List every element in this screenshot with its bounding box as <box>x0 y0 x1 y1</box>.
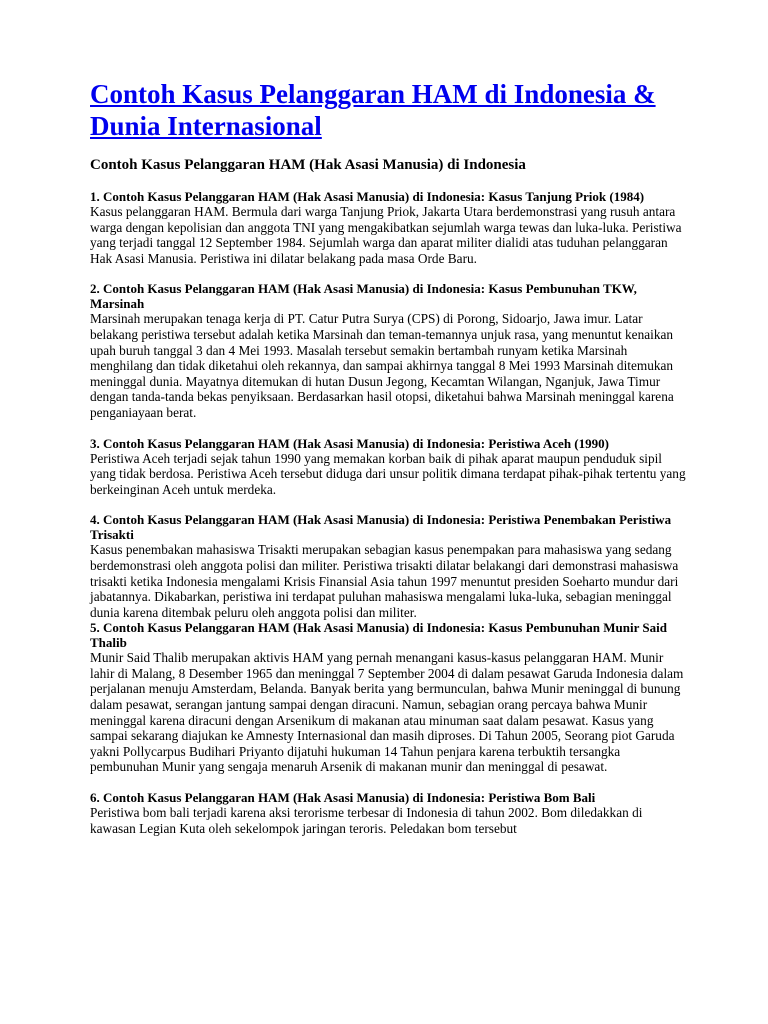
section-heading: 2. Contoh Kasus Pelanggaran HAM (Hak Asasi Manusia) di Indonesia: Kasus Pembunuhan TKW, Marsinah <box>90 281 637 312</box>
page-title-link[interactable]: Contoh Kasus Pelanggaran HAM di Indonesia & Dunia Internasional <box>90 79 656 141</box>
section-body: Peristiwa bom bali terjadi karena aksi terorisme terbesar di Indonesia di tahun 2002. Bom diledakkan di kawasan Legian Kuta oleh sekelompok jaringan teroris. Peledakan bom tersebut <box>90 805 643 836</box>
section-body: Kasus penembakan mahasiswa Trisakti merupakan sebagian kasus penempakan para mahasiswa yang sedang berdemonstrasi oleh anggota polisi dan militer. Peristiwa trisakti dilatar belakangi dari demonstrasi mahasiswa trisakti ketika Indonesia mengalami Krisis Finansial Asia tahun 1997 menuntut presiden Soeharto mundur dari jabatannya. Dikabarkan, peristiwa ini terdapat puluhan mahasiswa mengalami luka-luka, sebagian meninggal dunia karena ditembak peluru oleh anggota polisi dan militer. <box>90 542 679 620</box>
section-tanjung-priok <box>90 189 690 266</box>
section-body: Munir Said Thalib merupakan aktivis HAM yang pernah menangani kasus-kasus pelanggaran HAM. Munir lahir di Malang, 8 Desember 1965 dan meninggal 7 September 2004 di dalam pesawat Garuda Indonesia dalam perjalanan menuju Amsterdam, Belanda. Banyak berita yang bermunculan, bahwa Munir meninggal di bunung dalam pesawat, serangan jantung sampai dengan diracuni. Namun, sebagian orang percaya bahwa Munir meninggal karena diracuni dengan Arsenikum di makanan atau minuman saat dalam pesawat. Kasus yang sampai sekarang diajukan ke Amnesty Internasional dan masih diproses. Di Tahun 2005, Seorang piot Garuda yakni Pollycarpus Budihari Priyanto dijatuhi hukuman 14 Tahun penjara karena terbuktih tersangka pembunuhan Munir yang sengaja menaruh Arsenik di makanan munir dan meninggal di pesawat. <box>90 650 684 775</box>
section-body: Kasus pelanggaran HAM. Bermula dari warga Tanjung Priok, Jakarta Utara berdemonstrasi yang rusuh antara warga dengan kepolisian dan anggota TNI yang mengakibatkan sejumlah warga tewas dan luka-luka. Peristiwa yang terjadi tanggal 12 September 1984. Sejumlah warga dan aparat militer dialidi atas tuduhan pelanggaran Hak Asasi Manusia. Peristiwa ini dilatar belakang pada masa Orde Baru. <box>90 204 682 266</box>
section-body: Marsinah merupakan tenaga kerja di PT. Catur Putra Surya (CPS) di Porong, Sidoarjo, Jawa imur. Latar belakang peristiwa tersebut adalah ketika Marsinah dan teman-temannya unjuk rasa, yang menuntut kenaikan upah buruh tanggal 3 dan 4 Mei 1993. Masalah tersebut semakin bertambah runyam ketika Marsinah menghilang dan tidak diketahui oleh rekannya, dan sampai akhirnya tanggal 8 Mei 1993 Marsinah ditemukan meninggal dunia. Mayatnya ditemukan di hutan Dusun Jegong, Kecamtan Wilangan, Nganjuk, Jawa Timur dengan tanda-tanda bekas penyiksaan. Berdasarkan hasil otopsi, diketahui bahwa Marsinah meninggal karena penganiayaan berat. <box>90 311 674 420</box>
document-page <box>90 78 690 836</box>
section-heading: 1. Contoh Kasus Pelanggaran HAM (Hak Asasi Manusia) di Indonesia: Kasus Tanjung Priok (1984) <box>90 189 645 204</box>
section-heading: 4. Contoh Kasus Pelanggaran HAM (Hak Asasi Manusia) di Indonesia: Peristiwa Penembakan Peristiwa Trisakti <box>90 512 672 543</box>
section-aceh <box>90 436 690 498</box>
section-marsinah <box>90 281 690 420</box>
section-heading: 5. Contoh Kasus Pelanggaran HAM (Hak Asasi Manusia) di Indonesia: Kasus Pembunuhan Munir Said Thalib <box>90 620 667 651</box>
section-bom-bali <box>90 790 690 836</box>
section-munir <box>90 620 690 775</box>
section-heading: 6. Contoh Kasus Pelanggaran HAM (Hak Asasi Manusia) di Indonesia: Peristiwa Bom Bali <box>90 790 596 806</box>
page-subtitle: Contoh Kasus Pelanggaran HAM (Hak Asasi Manusia) di Indonesia <box>90 157 526 173</box>
section-body: Peristiwa Aceh terjadi sejak tahun 1990 yang memakan korban baik di pihak aparat maupun penduduk sipil yang tidak berdosa. Peristiwa Aceh tersebut diduga dari unsur politik dimana terdapat pihak-pihak tertentu yang berkeinginan Aceh untuk merdeka. <box>90 450 686 497</box>
section-trisakti <box>90 512 690 620</box>
section-heading: 3. Contoh Kasus Pelanggaran HAM (Hak Asasi Manusia) di Indonesia: Peristiwa Aceh (1990) <box>90 435 609 451</box>
